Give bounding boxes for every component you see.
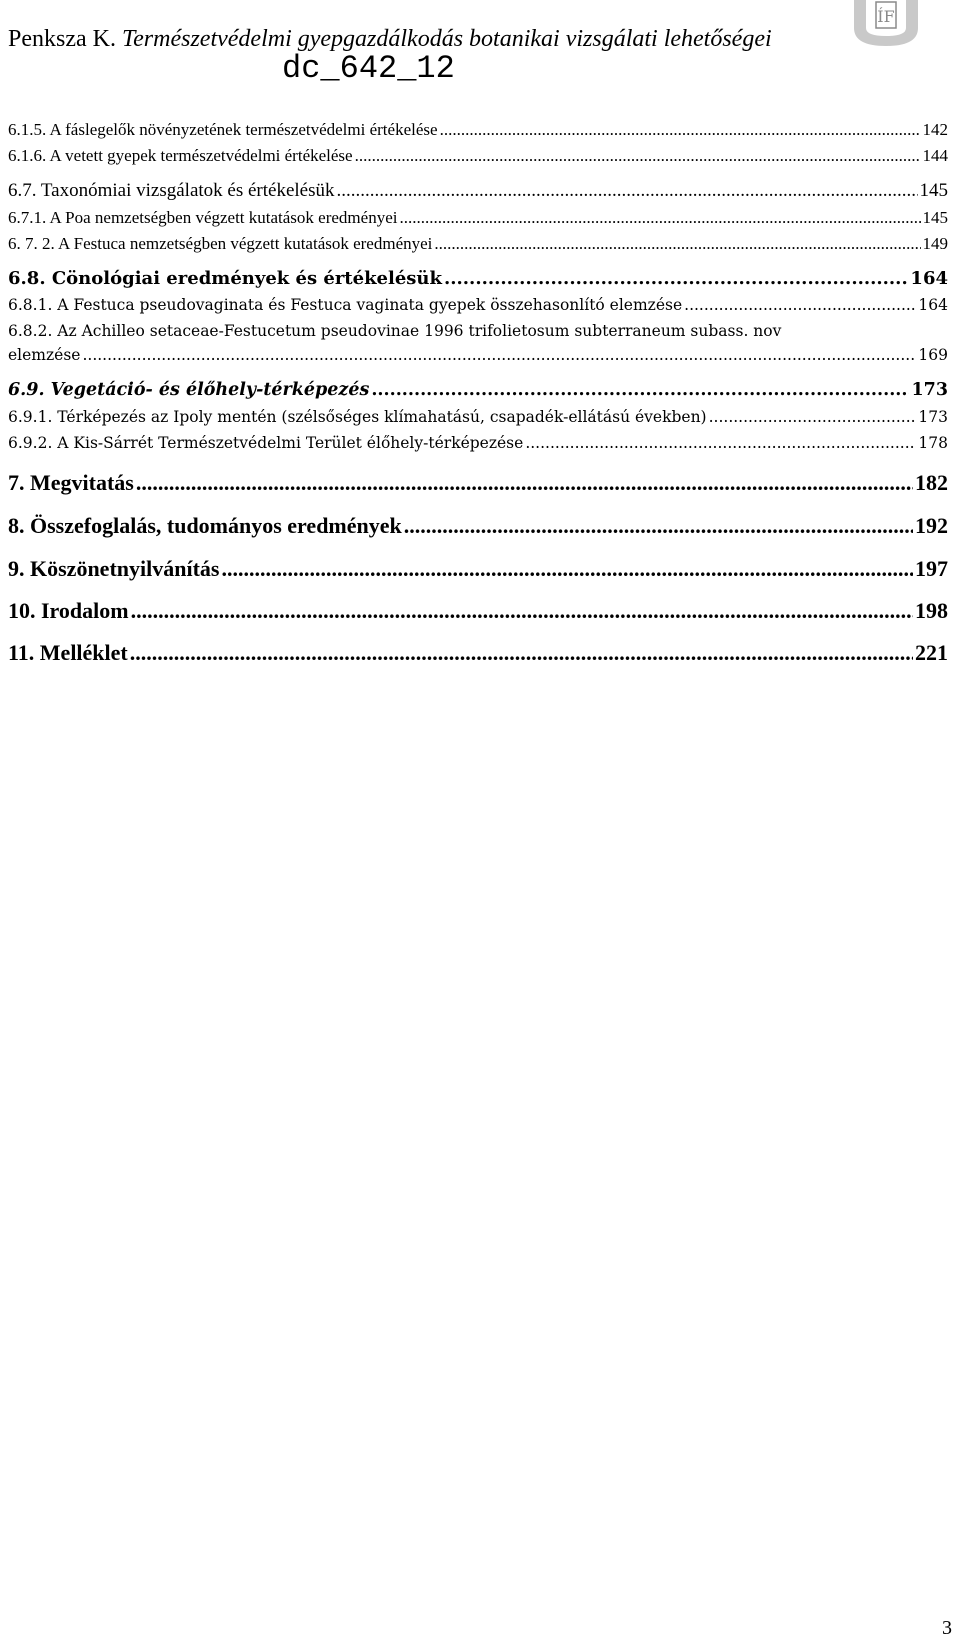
toc-entry[interactable]: 7. Megvitatás ..... 182 [8, 470, 948, 496]
toc-entry[interactable]: 6.9.2. A Kis-Sárrét Természetvédelmi Terület élőhely-térképezése ..... 178 [8, 434, 948, 452]
toc-entry[interactable]: 10. Irodalom ..... 198 [8, 598, 948, 624]
running-header [8, 26, 772, 53]
toc-entry[interactable]: 9. Köszönetnyilvánítás ..... 197 [8, 556, 948, 582]
svg-text:ÍF: ÍF [877, 7, 895, 26]
toc-entry[interactable]: 6. 7. 2. A Festuca nemzetségben végzett kutatások eredményei ..... 149 [8, 234, 948, 254]
toc-entry[interactable]: 6.9. Vegetáció- és élőhely-térképezés ..... 173 [8, 380, 948, 400]
toc-entry[interactable]: 6.1.5. A fáslegelők növényzetének természetvédelmi értékelése ..... 142 [8, 120, 948, 140]
toc-entry[interactable]: 8. Összefoglalás, tudományos eredmények ..... 192 [8, 513, 948, 539]
toc-entry-first-line: 6.8.2. Az Achilleo setaceae-Festucetum pseudovinae 1996 trifolietosum subterraneum subass. nov [8, 322, 782, 340]
toc-entry[interactable]: 6.8.1. A Festuca pseudovaginata és Festuca vaginata gyepek összehasonlító elemzése ..... 164 [8, 296, 948, 314]
toc-entry[interactable]: elemzése ..... 169 [8, 346, 948, 364]
toc-entry[interactable]: 6.7. Taxonómiai vizsgálatok és értékelésük ..... 145 [8, 180, 948, 202]
header-title: Természetvédelmi gyepgazdálkodás botanikai vizsgálati lehetőségei [121, 26, 772, 52]
header-author: Penksza K. [8, 26, 116, 52]
toc-entry[interactable]: 6.8. Cönológiai eredmények és értékelésük ..... 164 [8, 268, 948, 289]
university-logo [848, 0, 924, 48]
toc-entry[interactable]: 11. Melléklet ..... 221 [8, 640, 948, 666]
page-number: 3 [942, 1617, 952, 1639]
document-code: dc_642_12 [282, 50, 455, 87]
toc-entry[interactable]: 6.9.1. Térképezés az Ipoly mentén (szélsőséges klímahatású, csapadék-ellátású években) ..... 173 [8, 408, 948, 426]
toc-entry[interactable]: 6.1.6. A vetett gyepek természetvédelmi értékelése ..... 144 [8, 146, 948, 166]
toc-entry[interactable]: 6.7.1. A Poa nemzetségben végzett kutatások eredményei ..... 145 [8, 208, 948, 228]
